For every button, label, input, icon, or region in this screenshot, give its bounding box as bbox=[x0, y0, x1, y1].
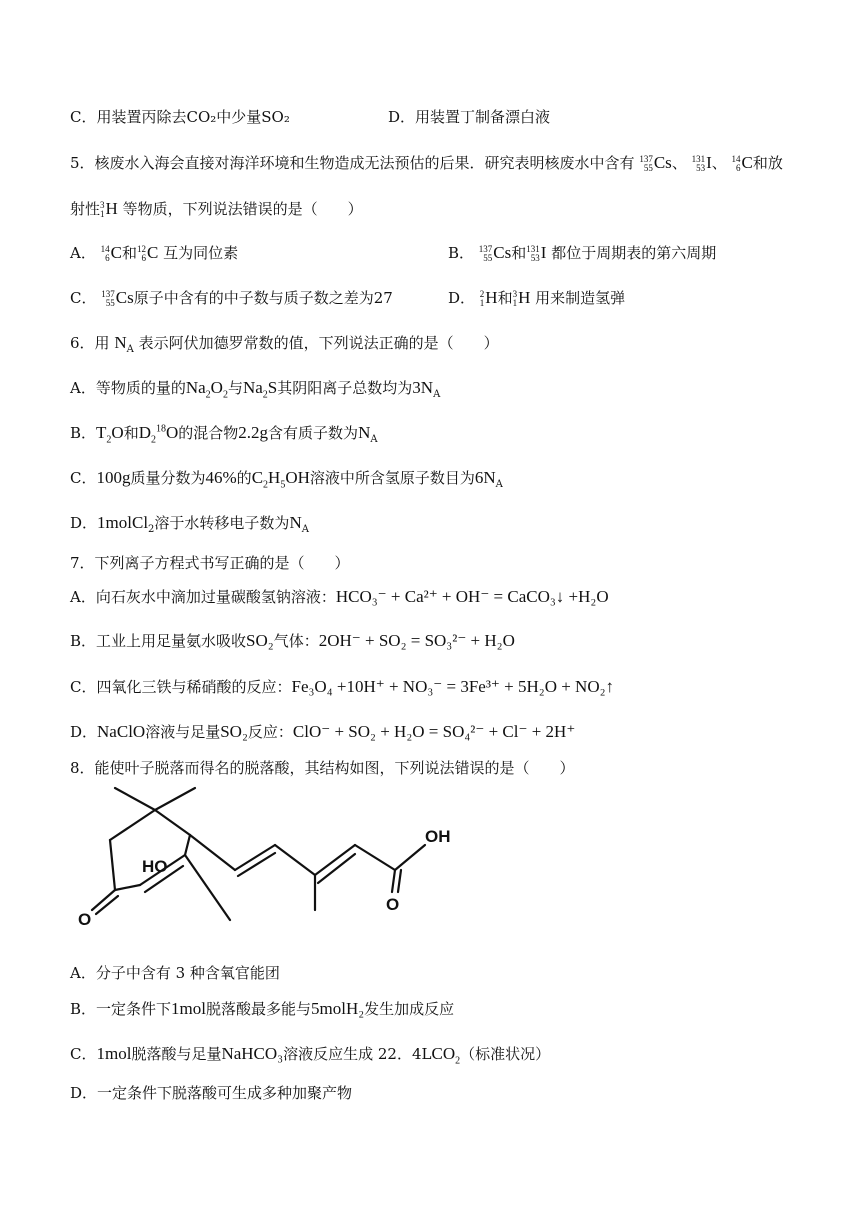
q6-option-d: D．1molCl$_2$溶于水转移电子数为$N_A$ bbox=[70, 513, 309, 535]
q7-option-c: C．四氧化三铁与稀硝酸的反应：Fe₃O₄ +10H⁺ + NO₃⁻ = 3Fe³⁺ + 5H₂O + NO₂↑ bbox=[70, 677, 615, 696]
q6-option-a: A．等物质的量的$Na_2O_2$与$Na_2S$其阴阳离子总数均为$3N_A$ bbox=[70, 378, 441, 401]
q8-option-d: D．一定条件下脱落酸可生成多种加聚产物 bbox=[70, 1084, 353, 1102]
q6-option-b: B．$T_2O$和$D_2^{18}O$的混合物2.2g含有质子数为$N_A$ bbox=[70, 423, 378, 446]
q5-stem-line1: 5．核废水入海会直接对海洋环境和生物造成无法预估的后果．研究表明核废水中含有 137 55 Cs、 131 53 I、 14 6 C和放 bbox=[70, 153, 783, 173]
q5-option-d: D． 2 1 H和 3 1 H 用来制造氢弹 bbox=[448, 288, 626, 308]
q6-stem: 6．用 $N_A$ 表示阿伏加德罗常数的值，下列说法正确的是（ ） bbox=[70, 333, 499, 355]
q7-option-b: B．工业上用足量氨水吸收SO₂气体：2OH⁻ + SO₂ = SO₃²⁻ + H₂O bbox=[70, 631, 515, 650]
q8-option-b: B．一定条件下1mol脱落酸最多能与5molH₂发生加成反应 bbox=[70, 999, 455, 1018]
ketone-label: O bbox=[78, 910, 92, 929]
q7-option-d: D．NaClO溶液与足量SO₂反应：ClO⁻ + SO₂ + H₂O = SO₄²⁻ + Cl⁻ + 2H⁺ bbox=[70, 722, 576, 741]
acid-carbonyl-label: O bbox=[386, 895, 400, 914]
ring-hydroxyl-label: HO bbox=[142, 857, 168, 876]
q8-option-c: C．1mol脱落酸与足量NaHCO₃溶液反应生成 22．$4LCO_2$（标准状况） bbox=[70, 1044, 551, 1067]
q4-option-c: C．用装置丙除去CO₂中少量SO₂ bbox=[70, 108, 290, 126]
q7-stem: 7．下列离子方程式书写正确的是（ ） bbox=[70, 554, 350, 572]
abscisic-acid-structure bbox=[70, 780, 470, 930]
q6-option-c: C．100g质量分数为46%的$C_2H_5OH$溶液中所含氢原子数目为$6N_A$ bbox=[70, 468, 503, 491]
q5-stem-line2: 射性 3 1 H 等物质，下列说法错误的是（ ） bbox=[70, 199, 363, 219]
q5-option-b: B． 137 55 Cs和 131 53 I 都位于周期表的第六周期 bbox=[448, 243, 717, 263]
q5-option-a: A． 14 6 C和 12 6 C 互为同位素 bbox=[70, 243, 239, 263]
q8-option-a: A．分子中含有 3 种含氧官能团 bbox=[70, 964, 280, 982]
q8-stem: 8．能使叶子脱落而得名的脱落酸，其结构如图，下列说法错误的是（ ） bbox=[70, 759, 575, 777]
q7-option-a: A．向石灰水中滴加过量碳酸氢钠溶液：HCO₃⁻ + Ca²⁺ + OH⁻ = CaCO₃↓ +H₂O bbox=[70, 587, 609, 606]
q4-option-d: D．用装置丁制备漂白液 bbox=[388, 108, 551, 126]
acid-hydroxyl-label: OH bbox=[425, 827, 451, 846]
q5-option-c: C． 137 55 Cs原子中含有的中子数与质子数之差为27 bbox=[70, 288, 393, 308]
